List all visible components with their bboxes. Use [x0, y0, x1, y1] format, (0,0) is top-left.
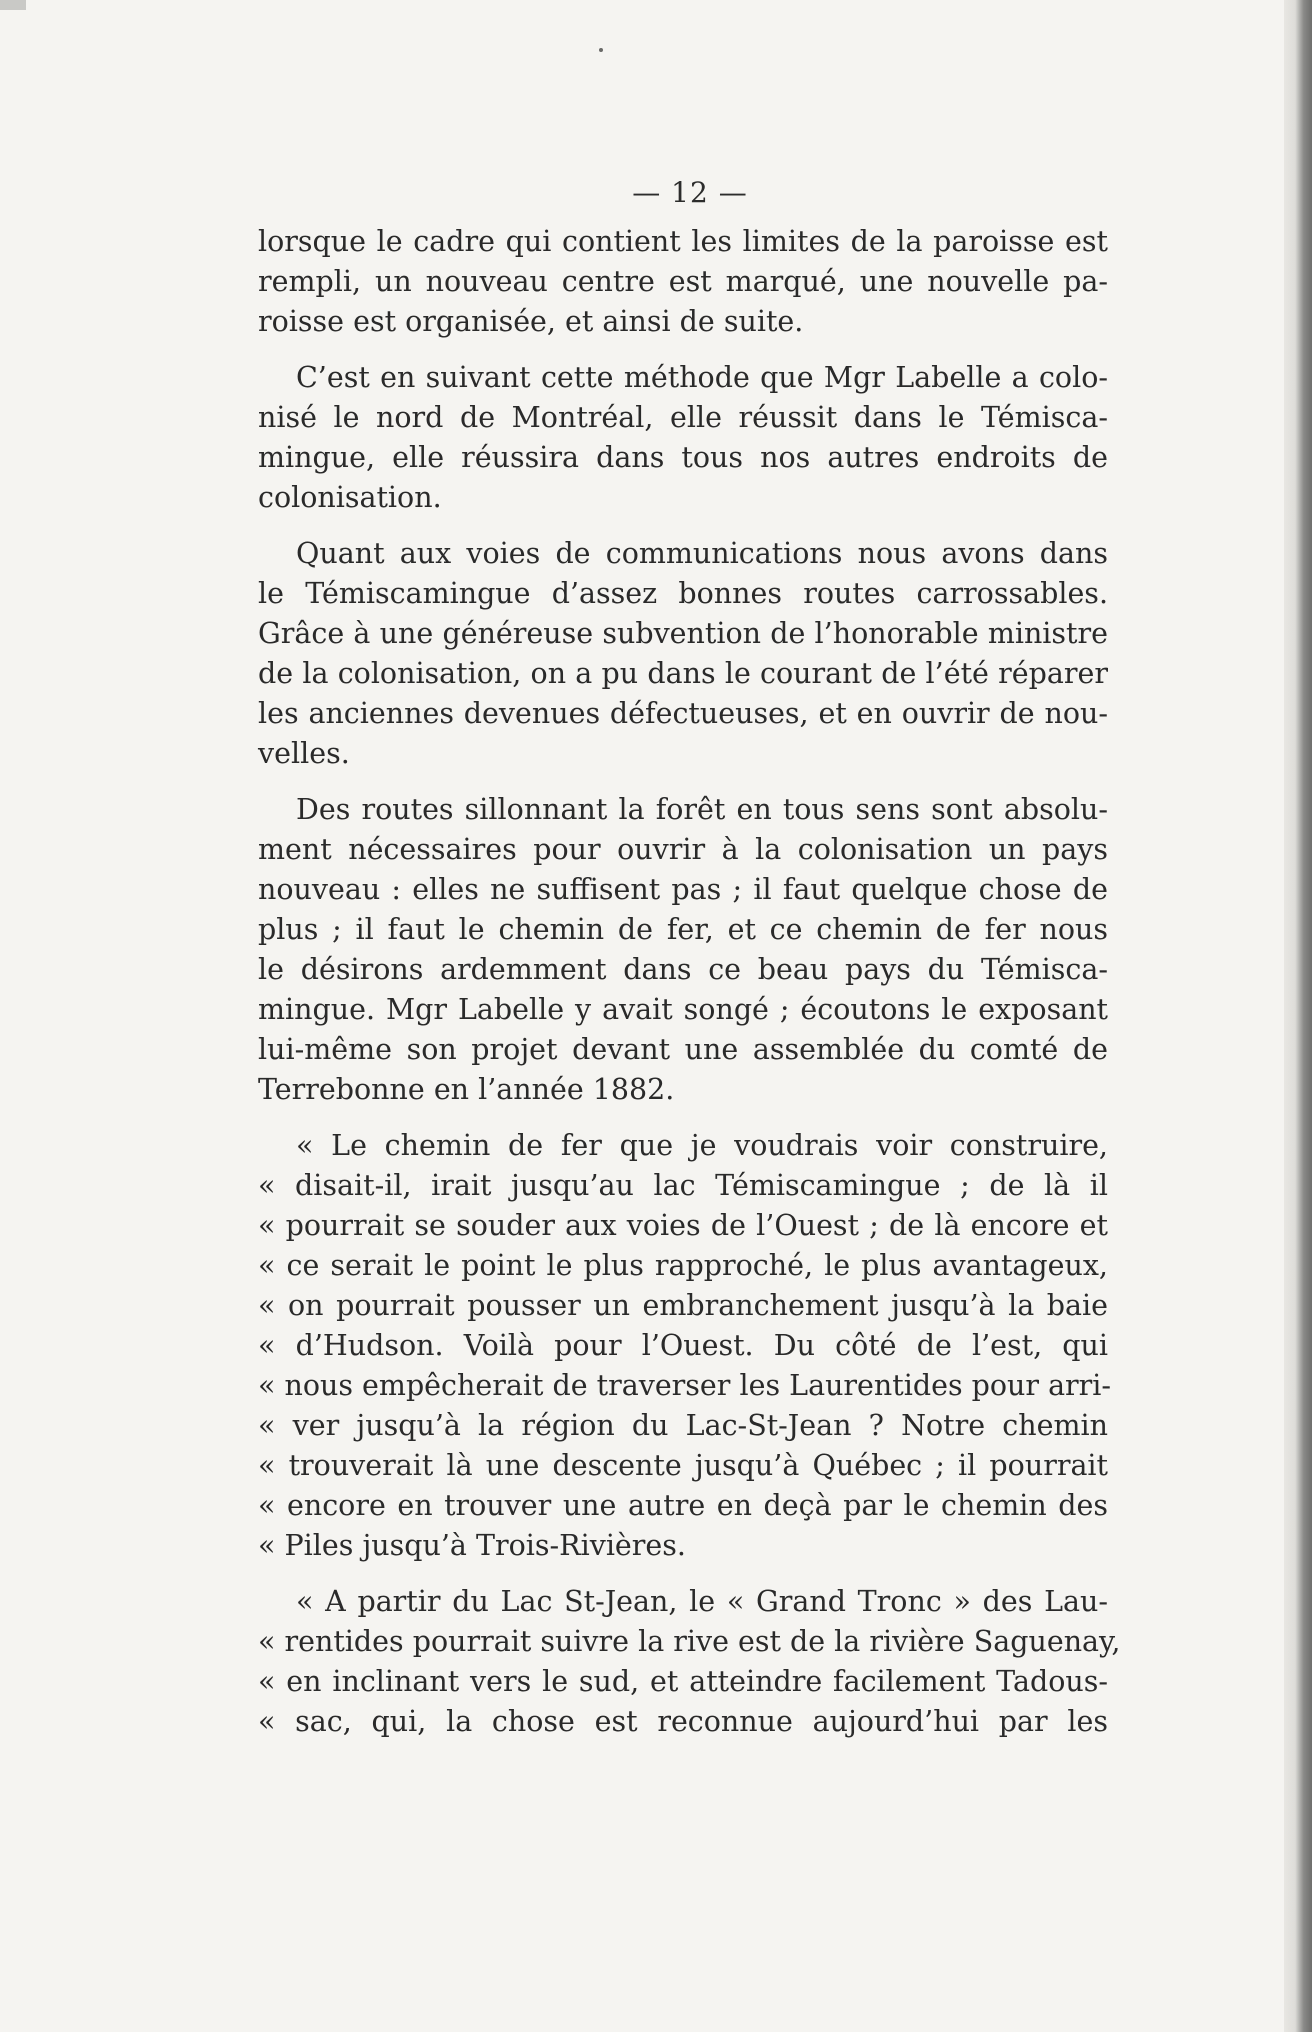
text-line: « sac, qui, la chose est reconnue aujourd’hui par les [258, 1705, 1108, 1738]
paragraph [258, 358, 1108, 518]
page-number: — 12 — [632, 176, 748, 209]
text-line: Grâce à une généreuse subvention de l’honorable ministre [258, 617, 1108, 650]
scan-speck [599, 48, 603, 52]
text-line: « Le chemin de fer que je voudrais voir construire, [296, 1129, 1108, 1162]
page-edge-shadow [1284, 0, 1312, 2032]
text-line: nisé le nord de Montréal, elle réussit dans le Témisca- [258, 401, 1108, 434]
text-line: « nous empêcherait de traverser les Laurentides pour arri- [258, 1369, 1112, 1402]
paragraph [258, 790, 1108, 1110]
text-line: « Piles jusqu’à Trois-Rivières. [258, 1529, 686, 1562]
text-line: « disait-il, irait jusqu’au lac Témiscamingue ; de là il [258, 1169, 1108, 1202]
text-line: Quant aux voies de communications nous avons dans [296, 537, 1108, 570]
text-line: mingue. Mgr Labelle y avait songé ; écoutons le exposant [258, 993, 1108, 1026]
text-line: « rentides pourrait suivre la rive est de la rivière Saguenay, [258, 1625, 1121, 1658]
text-line: Des routes sillonnant la forêt en tous sens sont absolu- [296, 793, 1108, 826]
text-line: lorsque le cadre qui contient les limites de la paroisse est [258, 225, 1108, 258]
quote-paragraph [258, 1126, 1112, 1566]
text-line: ment nécessaires pour ouvrir à la colonisation un pays [258, 833, 1108, 866]
text-line: « ver jusqu’à la région du Lac-St-Jean ? Notre chemin [258, 1409, 1108, 1442]
text-line: C’est en suivant cette méthode que Mgr Labelle a colo- [296, 361, 1108, 394]
text-line: plus ; il faut le chemin de fer, et ce chemin de fer nous [258, 913, 1108, 946]
text-line: Terrebonne en l’année 1882. [258, 1073, 675, 1106]
scan-corner-mark [0, 0, 26, 10]
text-line: « d’Hudson. Voilà pour l’Ouest. Du côté de l’est, qui [258, 1329, 1108, 1362]
text-line: « on pourrait pousser un embranchement jusqu’à la baie [258, 1289, 1108, 1322]
text-line: le Témiscamingue d’assez bonnes routes carrossables. [258, 577, 1108, 610]
text-line: « ce serait le point le plus rapproché, le plus avantageux, [258, 1249, 1108, 1282]
text-line: mingue, elle réussira dans tous nos autres endroits de [258, 441, 1108, 474]
text-line: roisse est organisée, et ainsi de suite. [258, 305, 804, 338]
text-line: rempli, un nouveau centre est marqué, une nouvelle pa- [258, 265, 1108, 298]
text-line: colonisation. [258, 481, 442, 514]
paragraph [258, 222, 1108, 342]
text-line: « encore en trouver une autre en deçà par le chemin des [258, 1489, 1108, 1522]
text-line: « trouverait là une descente jusqu’à Québec ; il pourrait [258, 1449, 1108, 1482]
text-line: les anciennes devenues défectueuses, et en ouvrir de nou- [258, 697, 1108, 730]
text-line: « pourrait se souder aux voies de l’Ouest ; de là encore et [258, 1209, 1108, 1242]
text-line: nouveau : elles ne suffisent pas ; il faut quelque chose de [258, 873, 1108, 906]
paragraph [258, 534, 1108, 774]
text-line: lui-même son projet devant une assemblée du comté de [258, 1033, 1108, 1066]
body-text [258, 222, 1121, 1742]
text-line: de la colonisation, on a pu dans le courant de l’été réparer [258, 657, 1108, 690]
quote-paragraph [258, 1582, 1121, 1742]
text-line: « A partir du Lac St-Jean, le « Grand Tronc » des Lau- [296, 1585, 1108, 1618]
text-line: le désirons ardemment dans ce beau pays du Témisca- [258, 953, 1108, 986]
text-line: velles. [258, 737, 350, 770]
text-line: « en inclinant vers le sud, et atteindre facilement Tadous- [258, 1665, 1108, 1698]
